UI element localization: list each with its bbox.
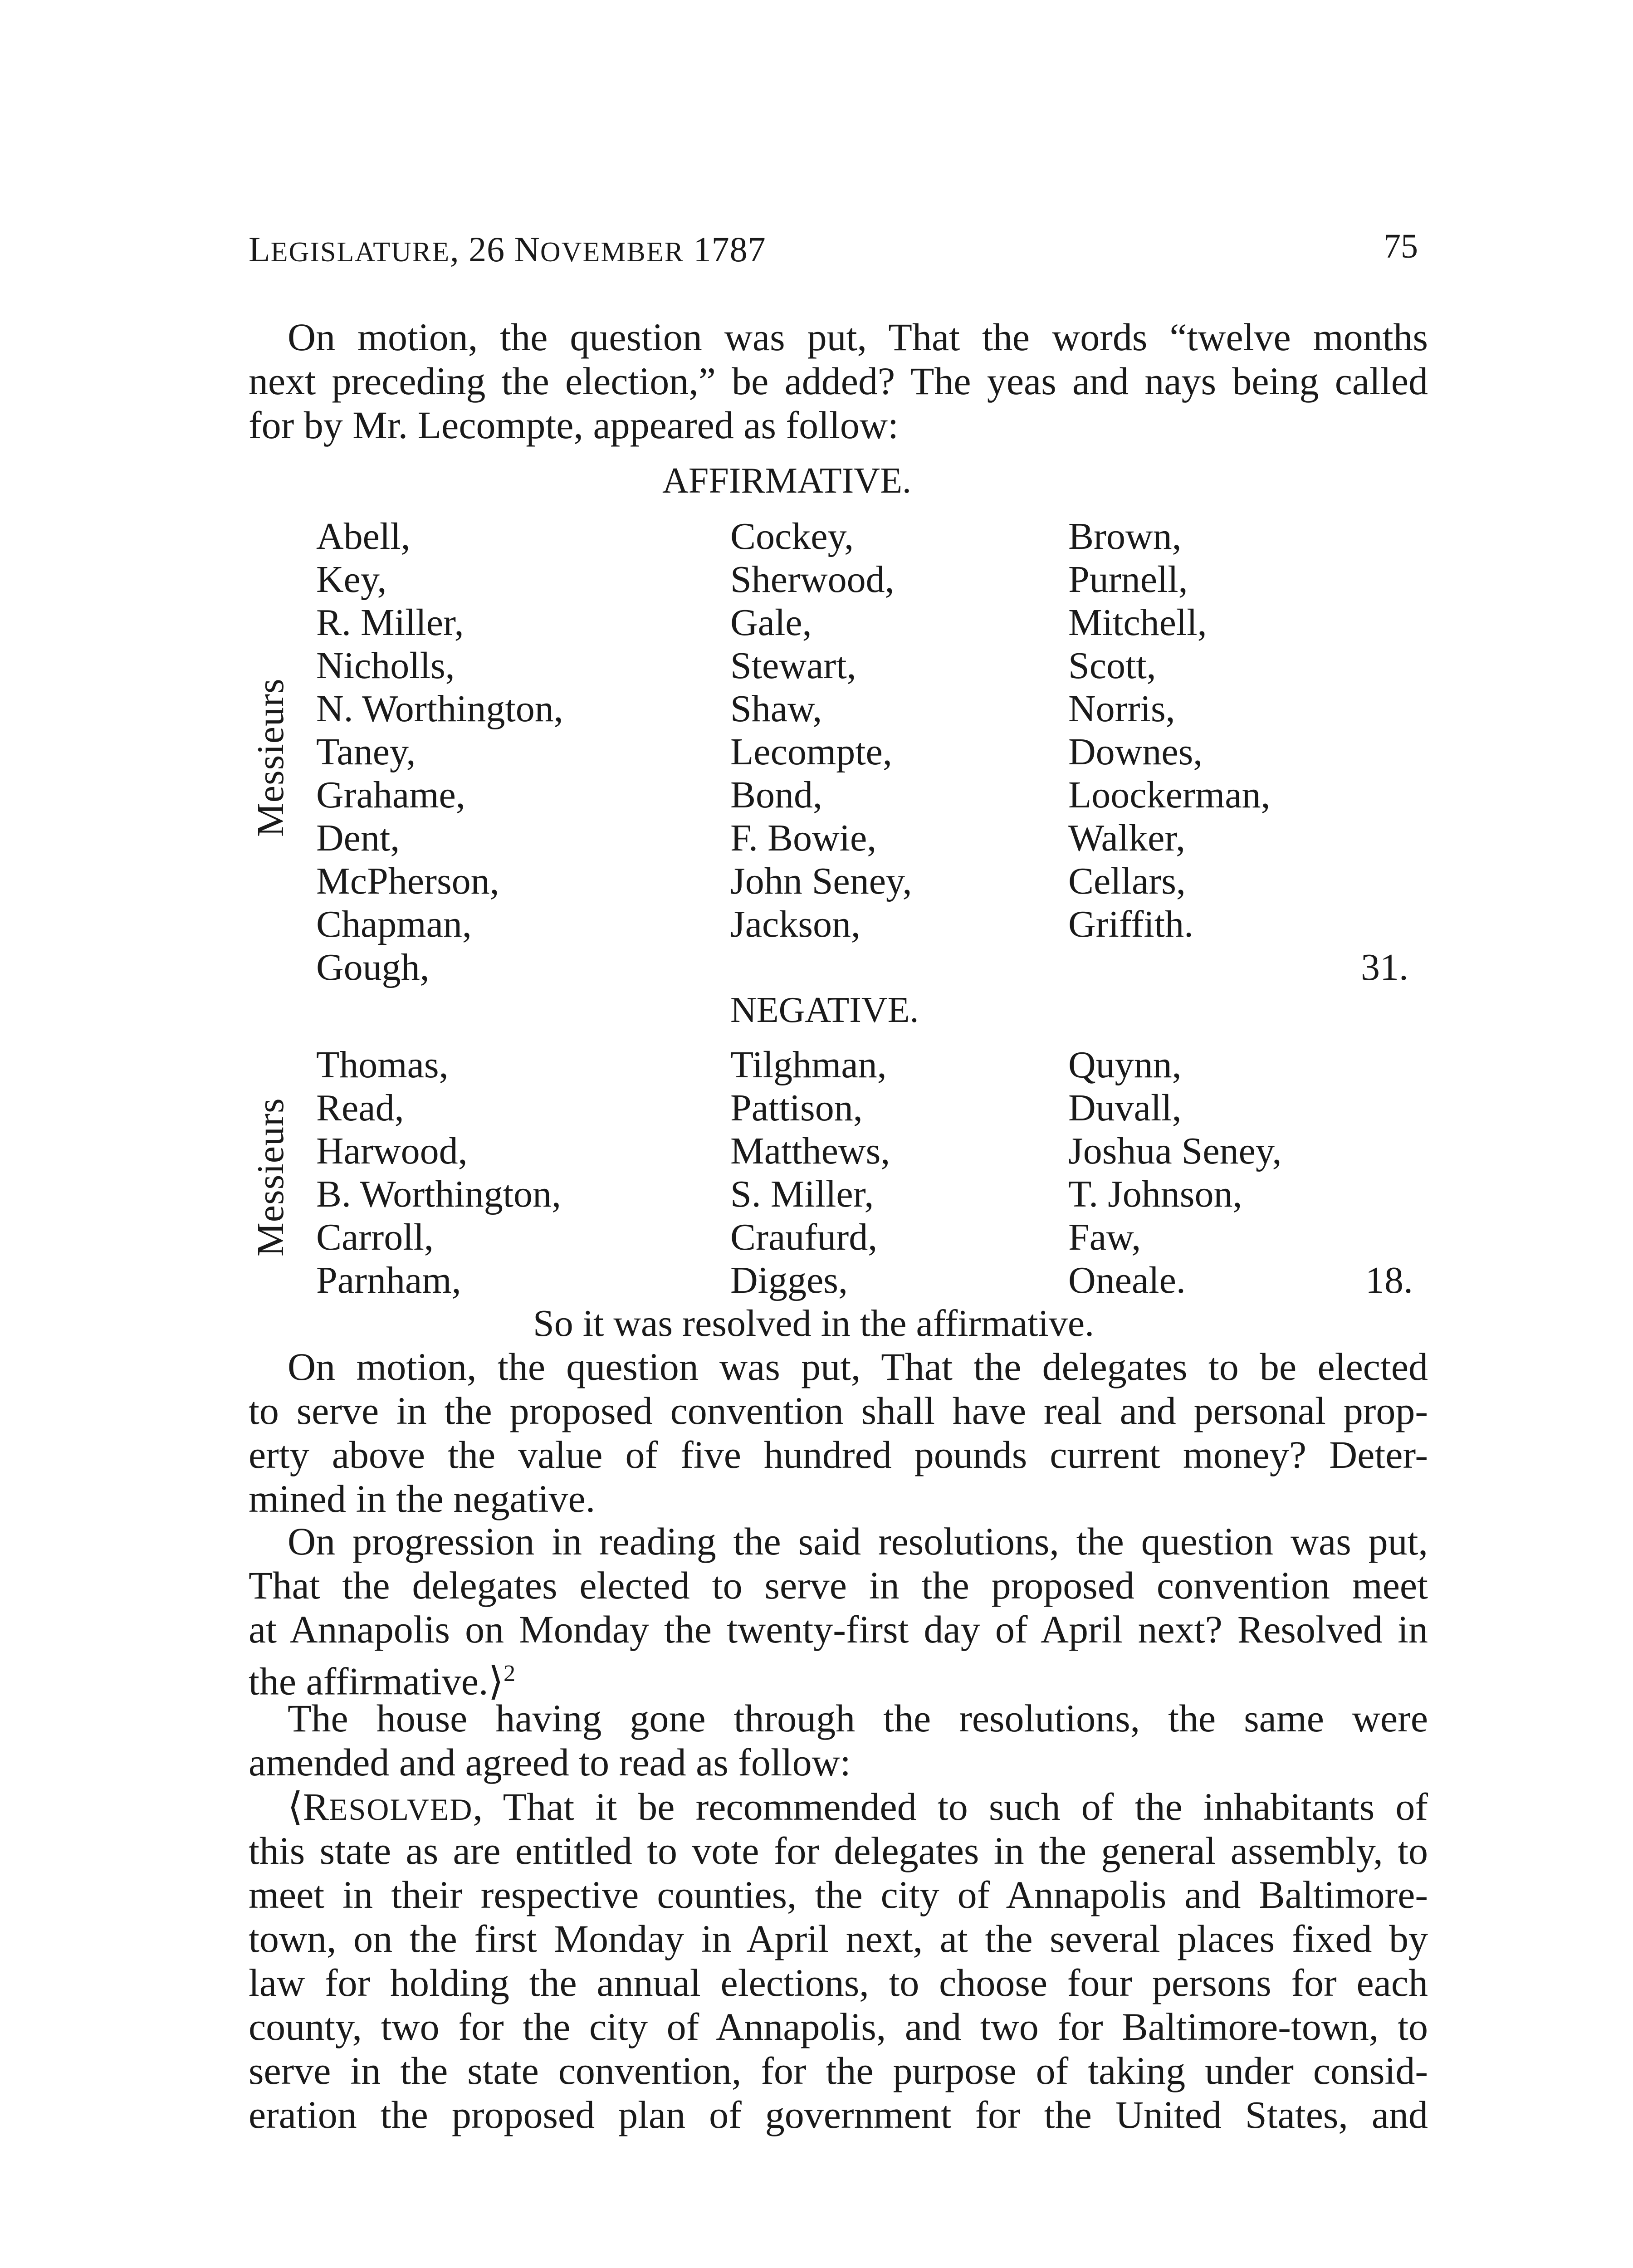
- voter-name: Scott,: [1068, 645, 1156, 687]
- voter-name: Key,: [316, 558, 387, 601]
- paragraph-line: The house having gone through the resolutions, the same were: [288, 1696, 1428, 1740]
- affirmative-total: 31.: [1361, 946, 1408, 988]
- voter-name: Sherwood,: [730, 558, 895, 601]
- voter-name: Nicholls,: [316, 645, 455, 687]
- paragraph-line: town, on the first Monday in April next, at the several places fixed by: [249, 1917, 1428, 1960]
- paragraph-line: On motion, the question was put, That the words “twelve months: [288, 315, 1428, 359]
- voter-name: B. Worthington,: [316, 1173, 562, 1215]
- paragraph-line: for by Mr. Lecompte, appeared as follow:: [249, 403, 899, 447]
- voter-name: Chapman,: [316, 903, 472, 945]
- voter-name: Bond,: [730, 774, 823, 816]
- negative-column-3: [1068, 1043, 1282, 1302]
- paragraph-line: serve in the state convention, for the purpose of taking under consid-: [249, 2049, 1428, 2092]
- paragraph-line: meet in their respective counties, the city of Annapolis and Baltimore-: [249, 1873, 1428, 1916]
- voter-name: Jackson,: [730, 903, 861, 945]
- voter-name: Norris,: [1068, 688, 1175, 730]
- voter-name: Taney,: [316, 731, 416, 773]
- voter-name: Tilghman,: [730, 1044, 887, 1086]
- negative-column-1: [316, 1043, 561, 1302]
- paragraph-line: amended and agreed to read as follow:: [249, 1740, 851, 1784]
- paragraph-resolved: [249, 1785, 1428, 2137]
- voter-name: Joshua Seney,: [1068, 1130, 1282, 1172]
- paragraph-line: this state as are entitled to vote for delegates in the general assembly, to: [249, 1829, 1428, 1872]
- voter-name: Downes,: [1068, 731, 1203, 773]
- paragraph-line: to serve in the proposed convention shall have real and personal prop-: [249, 1389, 1428, 1432]
- voter-name: Griffith.: [1068, 903, 1194, 945]
- paragraph-line: next preceding the election,” be added? The yeas and nays being called: [249, 359, 1428, 403]
- affirmative-column-2: [730, 515, 912, 946]
- running-head: LEGISLATURE, 26 NOVEMBER 1787: [249, 230, 766, 269]
- negative-heading: NEGATIVE.: [730, 990, 919, 1030]
- vote-result: So it was resolved in the affirmative.: [533, 1302, 1095, 1344]
- negative-column-2: [730, 1043, 890, 1302]
- voter-name: Gale,: [730, 601, 812, 644]
- voter-name: Dent,: [316, 817, 400, 859]
- paragraph-line: eration the proposed plan of government for the United States, and: [249, 2093, 1428, 2136]
- paragraph-line: mined in the negative.: [249, 1477, 596, 1520]
- paragraph-resolutions-amended: [249, 1696, 1428, 1784]
- voter-name: N. Worthington,: [316, 688, 563, 730]
- affirmative-heading: AFFIRMATIVE.: [662, 461, 911, 501]
- voter-name: Pattison,: [730, 1087, 863, 1129]
- voter-name: Harwood,: [316, 1130, 468, 1172]
- voter-name: Brown,: [1068, 515, 1182, 557]
- voter-name: Purnell,: [1068, 558, 1188, 601]
- voter-name: Craufurd,: [730, 1216, 878, 1258]
- voter-name: Grahame,: [316, 774, 465, 816]
- paragraph-convention-meeting: [249, 1520, 1428, 1703]
- paragraph-line: erty above the value of five hundred pounds current money? Deter-: [249, 1433, 1428, 1476]
- paragraph-line: at Annapolis on Monday the twenty-first day of April next? Resolved in: [249, 1608, 1428, 1651]
- voter-name: Lecompte,: [730, 731, 892, 773]
- voter-name: Read,: [316, 1087, 404, 1129]
- messieurs-side-label: Messieurs: [249, 1098, 292, 1256]
- voter-name: Carroll,: [316, 1216, 434, 1258]
- voter-name: F. Bowie,: [730, 817, 877, 859]
- page-number: 75: [1384, 227, 1418, 265]
- voter-name: Faw,: [1068, 1216, 1141, 1258]
- voter-name: Abell,: [316, 515, 411, 557]
- paragraph-line: On motion, the question was put, That the delegates to be elected: [288, 1345, 1428, 1388]
- voter-name: Walker,: [1068, 817, 1186, 859]
- paragraph-line: That the delegates elected to serve in the proposed convention meet: [249, 1564, 1428, 1607]
- voter-name: McPherson,: [316, 860, 499, 902]
- voter-name: Parnham,: [316, 1259, 461, 1301]
- voter-name: John Seney,: [730, 860, 912, 902]
- intro-paragraph: [249, 315, 1428, 447]
- voter-name: Oneale.: [1068, 1259, 1186, 1301]
- voter-name: Cellars,: [1068, 860, 1186, 902]
- voter-name: S. Miller,: [730, 1173, 874, 1215]
- voter-name: T. Johnson,: [1068, 1173, 1242, 1215]
- messieurs-side-label: Messieurs: [249, 678, 292, 837]
- negative-total: 18.: [1365, 1259, 1413, 1301]
- voter-name: Shaw,: [730, 688, 822, 730]
- voter-name: Loockerman,: [1068, 774, 1271, 816]
- voter-name: Digges,: [730, 1259, 848, 1301]
- paragraph-property-qualification: [249, 1345, 1428, 1521]
- paragraph-line: On progression in reading the said resolutions, the question was put,: [288, 1520, 1428, 1563]
- voter-name: Gough,: [316, 946, 430, 988]
- footnote-reference: 2: [504, 1661, 516, 1686]
- paragraph-line: county, two for the city of Annapolis, and two for Baltimore-town, to: [249, 2005, 1428, 2048]
- voter-name: Duvall,: [1068, 1087, 1182, 1129]
- voter-name: Mitchell,: [1068, 601, 1207, 644]
- paragraph-line: law for holding the annual elections, to choose four persons for each: [249, 1961, 1428, 2004]
- voter-name: Quynn,: [1068, 1044, 1182, 1086]
- paragraph-line: the affirmative.⟩$^2$: [249, 1659, 516, 1703]
- voter-name: R. Miller,: [316, 601, 464, 644]
- voter-name: Cockey,: [730, 515, 854, 557]
- voter-name: Matthews,: [730, 1130, 890, 1172]
- voter-name: Stewart,: [730, 645, 856, 687]
- paragraph-line: ⟨RESOLVED, That it be recommended to such of the inhabitants of: [288, 1785, 1428, 1828]
- affirmative-column-1: [316, 515, 563, 989]
- affirmative-column-3: [1068, 515, 1270, 946]
- voter-name: Thomas,: [316, 1044, 449, 1086]
